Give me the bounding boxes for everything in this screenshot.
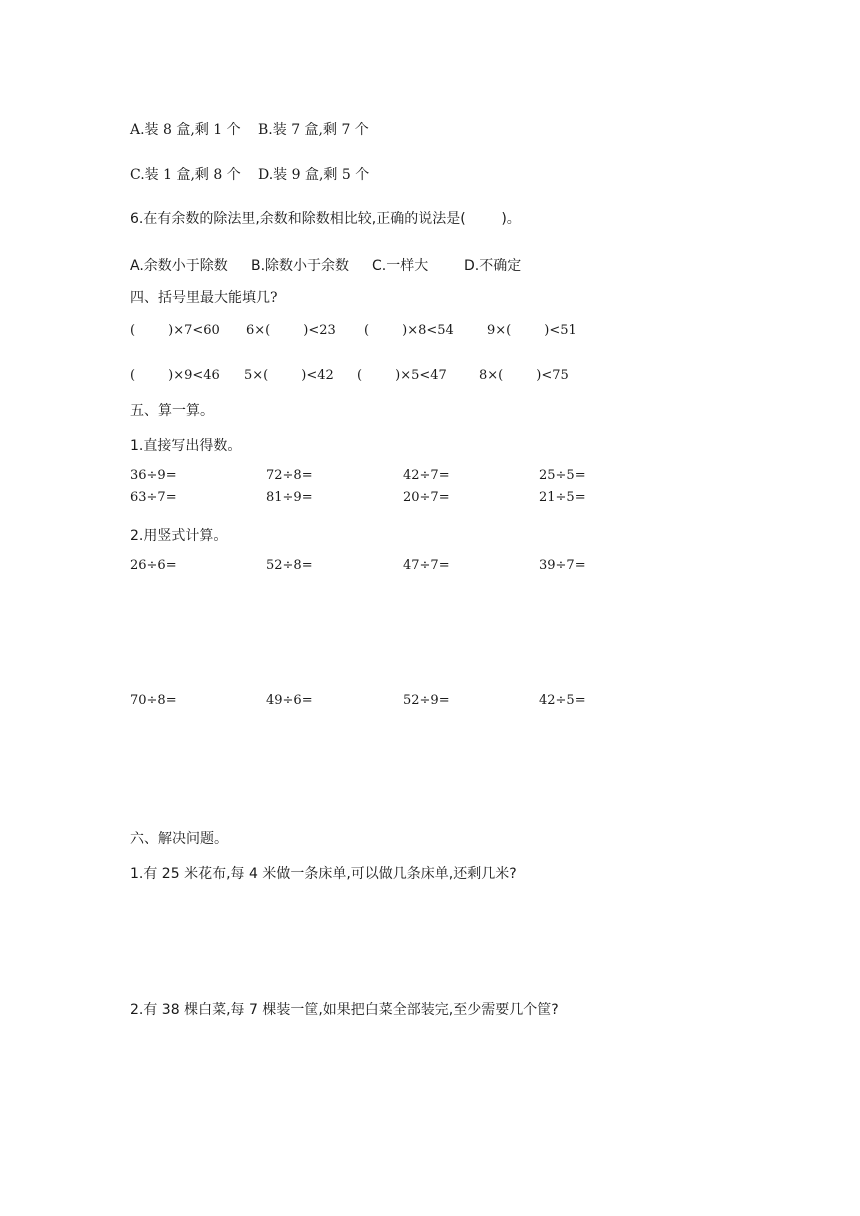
vertical-calc-item: 47÷7=: [403, 558, 450, 573]
section-5-title: 五、算一算。: [130, 403, 214, 419]
word-problem-1: 1.有 25 米花布,每 4 米做一条床单,可以做几条床单,还剩几米?: [130, 866, 517, 882]
calc-item: 20÷7=: [403, 490, 450, 505]
vertical-calc-item: 26÷6=: [130, 558, 177, 573]
section-4-title: 四、括号里最大能填几?: [130, 290, 278, 306]
calc-item: 25÷5=: [539, 468, 586, 483]
q5-option-b: B.装 7 盒,剩 7 个: [258, 122, 369, 138]
vertical-calc-item: 70÷8=: [130, 693, 177, 708]
fill-blank-item: 5×( )<42: [244, 368, 334, 383]
fill-blank-item: ( )×5<47: [357, 368, 447, 383]
fill-blank-item: ( )×8<54: [364, 323, 454, 338]
q6-option-a: A.余数小于除数: [130, 258, 228, 274]
calc-item: 36÷9=: [130, 468, 177, 483]
fill-blank-item: 8×( )<75: [479, 368, 569, 383]
q6-option-c: C.一样大: [372, 258, 429, 274]
fill-blank-item: ( )×7<60: [130, 323, 220, 338]
vertical-calc-item: 49÷6=: [266, 693, 313, 708]
q5-option-a: A.装 8 盒,剩 1 个: [130, 122, 241, 138]
fill-blank-item: 9×( )<51: [487, 323, 577, 338]
question-6-stem: 6.在有余数的除法里,余数和除数相比较,正确的说法是( )。: [130, 211, 521, 227]
calc-item: 72÷8=: [266, 468, 313, 483]
calc-item: 42÷7=: [403, 468, 450, 483]
q6-option-d: D.不确定: [464, 258, 522, 274]
section-5-part-1-title: 1.直接写出得数。: [130, 438, 242, 454]
q6-option-b: B.除数小于余数: [251, 258, 350, 274]
calc-item: 63÷7=: [130, 490, 177, 505]
vertical-calc-item: 42÷5=: [539, 693, 586, 708]
word-problem-2: 2.有 38 棵白菜,每 7 棵装一筐,如果把白菜全部装完,至少需要几个筐?: [130, 1002, 559, 1018]
vertical-calc-item: 39÷7=: [539, 558, 586, 573]
fill-blank-item: 6×( )<23: [246, 323, 336, 338]
fill-blank-item: ( )×9<46: [130, 368, 220, 383]
vertical-calc-item: 52÷8=: [266, 558, 313, 573]
section-5-part-2-title: 2.用竖式计算。: [130, 528, 228, 544]
vertical-calc-item: 52÷9=: [403, 693, 450, 708]
q5-option-c: C.装 1 盒,剩 8 个: [130, 167, 241, 183]
q5-option-d: D.装 9 盒,剩 5 个: [258, 167, 370, 183]
section-6-title: 六、解决问题。: [130, 831, 228, 847]
calc-item: 21÷5=: [539, 490, 586, 505]
calc-item: 81÷9=: [266, 490, 313, 505]
